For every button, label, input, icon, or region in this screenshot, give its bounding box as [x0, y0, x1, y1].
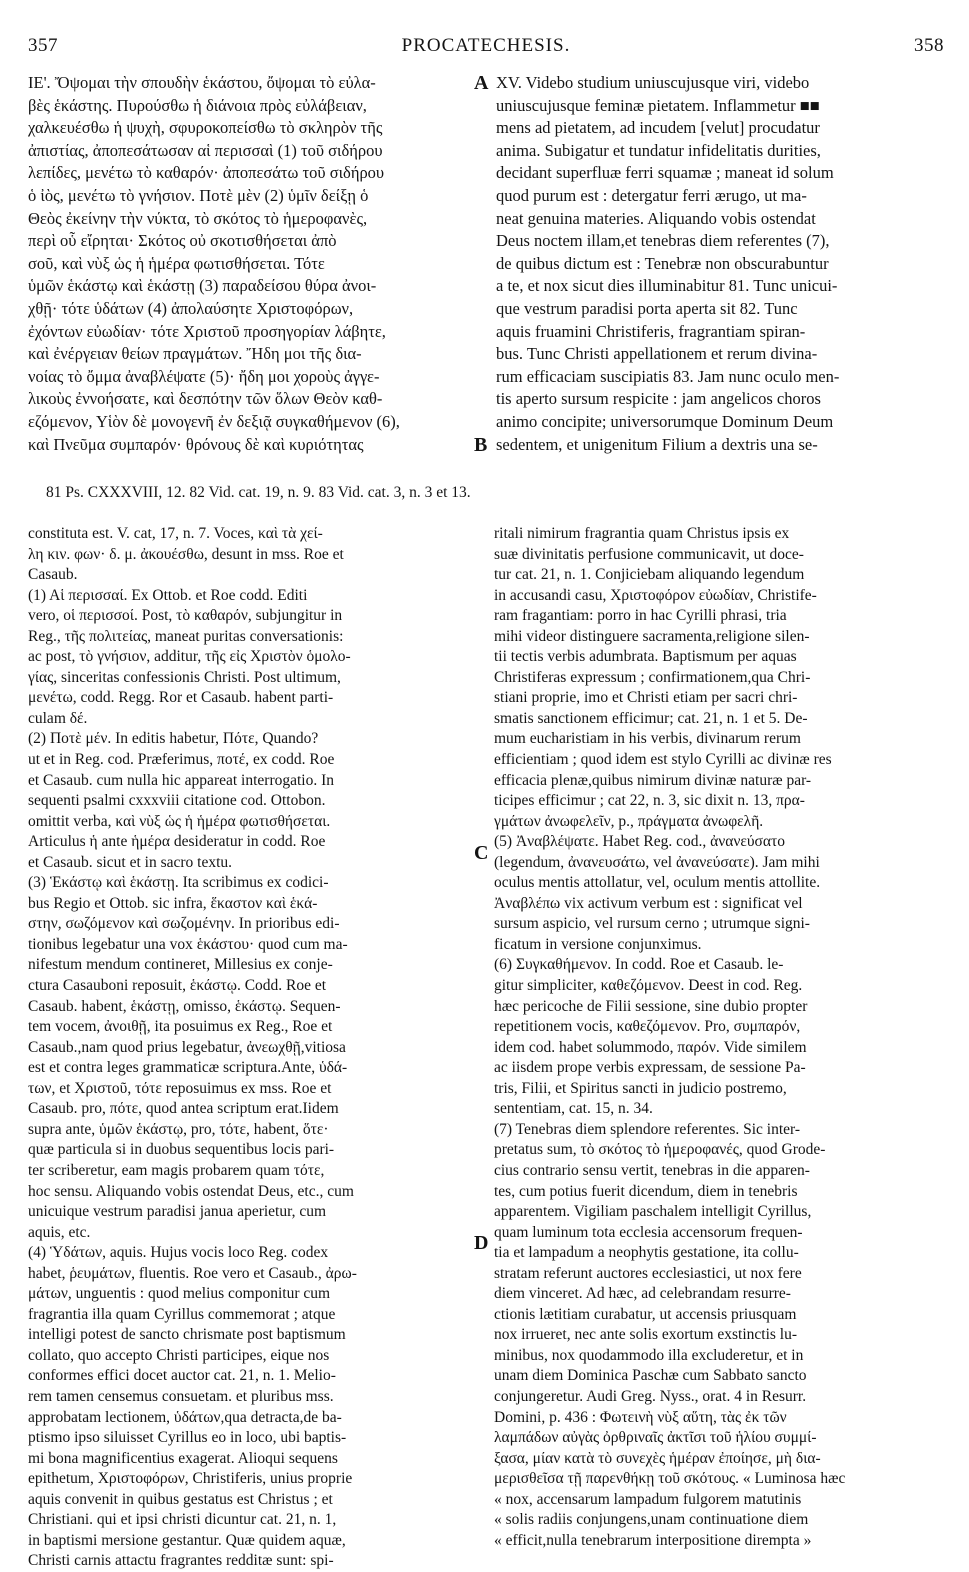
- note-line: μερισθεῖσα τῇ παρενθήκῃ τοῦ σκότους. « Luminosa hæc: [494, 1470, 846, 1488]
- note-line: Christiferas expressum ; confirmationem,qua Chri-: [494, 668, 811, 686]
- note-line: aquis convenit in quibus gestatus est Christus ; et: [28, 1490, 333, 1508]
- note-line: Casaub.: [28, 566, 78, 584]
- greek-text-line: σοῦ, καὶ νὺξ ὡς ἡ ἡμέρα φωτισθήσεται. Τότε: [28, 253, 325, 273]
- greek-text-line: ὁ ἰὸς, μενέτω τὸ γνήσιον. Ποτὲ μὲν (2) ὑμῖν δείξῃ ὁ: [28, 185, 369, 205]
- note-line: et Casaub. cum nulla hic appareat interrogatio. In: [28, 771, 335, 789]
- note-line: ctura Casauboni reposuit, ἑκάστῳ. Codd. Roe et: [28, 977, 327, 995]
- note-line: collato, quo accepto Christi participes, eique nos: [28, 1346, 330, 1364]
- page-number-left: 357: [28, 35, 58, 56]
- note-line: in baptismi mersione gestantur. Quæ quidem aquæ,: [28, 1531, 346, 1549]
- note-line: mum eucharistiam in his verbis, divinarum rerum: [494, 730, 801, 748]
- greek-text-line: ἀπιστίας, ἀποπεσάτωσαν αἱ περισσαὶ (1) τοῦ σιδήρου: [28, 140, 383, 160]
- note-line: stiani proprie, imo et Christi etiam per sacri chri-: [494, 689, 798, 707]
- note-line: tris, Filii, et Spiritus sancti in judicio postremo,: [494, 1079, 787, 1097]
- note-line: « nox, accensarum lampadum fulgorem matutinis: [494, 1490, 802, 1508]
- note-line: fragrantia illa quam Cyrillus commemorat ; atque: [28, 1305, 336, 1323]
- latin-text-line: bus. Tunc Christi appellationem et rerum divina-: [496, 344, 818, 364]
- note-line: tes, cum potius fuerit dicendum, diem in tenebris: [494, 1182, 798, 1200]
- latin-text-column: [496, 72, 944, 456]
- note-line: tionibus legebatur una vox ἑκάστου· quod cum ma-: [28, 935, 348, 953]
- note-line: sententiam, cat. 15, n. 34.: [494, 1100, 653, 1118]
- greek-text-line: λικοὺς ἐννοήσατε, καὶ δεσπότην τῶν ὅλων Θεὸν καθ-: [28, 389, 383, 409]
- margin-letter-d: D: [474, 1232, 489, 1254]
- latin-text-line: uniuscujusque feminæ pietatem. Inflammetur ■■: [496, 95, 820, 115]
- note-line: sequenti psalmi cxxxviii citatione cod. Ottobon.: [28, 792, 326, 810]
- note-line: smatis sanctionem efficimur; cat. 21, n. 1 et 5. De-: [494, 709, 808, 727]
- footnotes: 81 Ps. CXXXVIII, 12. 82 Vid. cat. 19, n. 9. 83 Vid. cat. 3, n. 3 et 13.: [46, 484, 471, 501]
- note-line: Christi carnis attactu fragrantes redditæ sunt: spi-: [28, 1552, 334, 1570]
- greek-text-line: λεπίδες, μενέτω τὸ καθαρόν· ἀποπεσάτω τοῦ σιδήρου: [28, 163, 385, 183]
- note-line: λη κιν. φων· δ. μ. ἀκουέσθω, desunt in mss. Roe et: [28, 545, 344, 563]
- note-line: vero, οἱ περισσοί. Post, τὸ καθαρόν, subjungitur in: [28, 607, 343, 625]
- note-line: ritali nimirum fragrantia quam Christus ipsis ex: [494, 525, 790, 542]
- note-line: λαμπάδων αὐγὰς ὀρθριναῖς ἀκτῖσι τοῦ ἡλίου συμμί-: [494, 1429, 817, 1447]
- margin-letter-c: C: [474, 842, 489, 864]
- note-line: est et contra leges grammaticæ scriptura.Ante, ὑδά-: [28, 1059, 348, 1077]
- latin-text-line: que vestrum paradisi porta aperta sit 82. Tunc: [496, 298, 798, 318]
- note-line: repetitionem vocis, καθεζόμενον. Pro, συμπαρόν,: [494, 1018, 801, 1036]
- note-line: conjungeretur. Audi Greg. Nyss., orat. 4 in Resurr.: [494, 1387, 807, 1405]
- latin-text-line: aquis fruamini Christiferis, fragrantiam spiran-: [496, 321, 806, 341]
- note-line: approbatam lectionem, ὑδάτων,qua detracta,de ba-: [28, 1408, 342, 1426]
- latin-text-line: anima. Subigatur et tundatur infidelitatis durities,: [496, 140, 821, 160]
- note-line: apparentem. Vigiliam paschalem intelligit Cyrillus,: [494, 1203, 812, 1221]
- note-line: Reg., τῆς πολιτείας, maneat puritas conversationis:: [28, 627, 344, 645]
- note-line: στην, σωζόμενον καὶ σωζομένην. In prioribus edi-: [28, 915, 340, 933]
- note-line: et Casaub. sicut et in sacro textu.: [28, 853, 233, 871]
- greek-text-line: καὶ ἐνέργειαν θείων πραγμάτων. Ἤδη μοι τῆς δια-: [28, 344, 362, 364]
- note-line: (4) Ὑδάτων, aquis. Hujus vocis loco Reg. codex: [28, 1244, 329, 1262]
- note-line: unicuique vestrum paradisi janua aperietur, cum: [28, 1203, 327, 1221]
- margin-letter-b: B: [474, 434, 488, 456]
- note-line: Ἀναβλέπω vix activum verbum est : significat vel: [494, 894, 803, 912]
- notes-left-column: [28, 524, 474, 1572]
- greek-text-line: χαλκευέσθω ἡ ψυχὴ, σφυροκοπείσθω τὸ σκληρὸν τῆς: [28, 118, 383, 138]
- latin-text-line: Deus noctem illam,et tenebras diem referentes (7),: [496, 231, 830, 251]
- note-line: culam δέ.: [28, 709, 88, 727]
- latin-text-line: quod purum est : detergatur ferri ærugo, ut ma-: [496, 185, 807, 205]
- note-line: mi bona magnificentius exagerat. Alioqui sequens: [28, 1449, 338, 1467]
- running-head: [28, 35, 944, 65]
- note-line: Casaub. habent, ἑκάστῃ, omisso, ἑκάστῳ. Sequen-: [28, 997, 341, 1015]
- greek-text-line: περὶ οὗ εἴρηται· Σκότος οὐ σκοτισθήσεται ἀπὸ: [28, 231, 337, 251]
- note-line: Casaub. pro, πότε, quod antea scriptum erat.Iidem: [28, 1100, 339, 1118]
- note-line: bus Regio et Ottob. sic infra, ἕκαστον καὶ ἑκά-: [28, 894, 318, 912]
- latin-text-line: de quibus dictum est : Tenebræ non obscurabuntur: [496, 253, 829, 273]
- latin-text-line: XV. Videbo studium uniuscujusque viri, videbo: [496, 73, 810, 92]
- greek-text-line: ἐχόντων εὐωδίαν· τότε Χριστοῦ προσηγορίαν λάβητε,: [28, 321, 386, 341]
- note-line: γίας, sinceritas confessionis Christi. Post ultimum,: [28, 668, 341, 686]
- note-line: γμάτων ἀνωφελεῖν, p., πράγματα ἀνωφελῆ.: [494, 812, 764, 830]
- note-line: ac post, τὸ γνήσιον, additur, τῆς εἰς Χριστὸν ὁμολο-: [28, 648, 351, 666]
- note-line: supra ante, ὑμῶν ἑκάστῳ, pro, τότε, habent, ὅτε·: [28, 1120, 329, 1138]
- note-line: omittit verba, καὶ νὺξ ὡς ἡ ἡμέρα φωτισθήσεται.: [28, 812, 331, 830]
- note-line: idem cod. habet solummodo, παρόν. Vide similem: [494, 1038, 807, 1056]
- note-line: quæ particula si in duobus sequentibus locis pari-: [28, 1141, 335, 1159]
- note-line: ram fragantiam: porro in hac Cyrilli phrasi, tria: [494, 607, 787, 625]
- note-line: efficacia plenæ,quibus nimirum divinæ naturæ par-: [494, 771, 812, 789]
- note-line: ctionis lætitiam curabatur, ut accensis priusquam: [494, 1305, 797, 1323]
- note-line: suæ divinitatis perfusione communicavit, ut doce-: [494, 545, 804, 563]
- note-line: nifestum mendum contineret, Millesius ex conje-: [28, 956, 333, 974]
- note-line: Christiani. qui et ipsi christi dicuntur cat. 21, n. 1,: [28, 1511, 337, 1529]
- note-line: habet, ῥευμάτων, fluentis. Roe vero et Casaub., ἀρω-: [28, 1264, 357, 1282]
- note-line: epithetum, Χριστοφόρων, Christiferis, unius proprie: [28, 1470, 353, 1488]
- note-line: ficatum in versione conjunximus.: [494, 935, 702, 953]
- note-line: « solis radiis conjungens,unam continuatione diem: [494, 1511, 809, 1529]
- note-line: intelligi potest de sancto chrismate post baptismum: [28, 1326, 346, 1344]
- note-line: cius contrario sensu vertit, tenebras in die apparen-: [494, 1161, 810, 1179]
- greek-text-line: χθῇ· τότε ὑδάτων (4) ἀπολαύσητε Χριστοφόρων,: [28, 298, 354, 318]
- note-line: ptismo ipso siluisset Cyrillus eo in loco, ubi baptis-: [28, 1429, 347, 1447]
- note-line: ξασα, μίαν κατὰ τὸ συνεχὲς ἡμέραν ἐποίησε, μὴ δια-: [494, 1449, 821, 1467]
- note-line: nox irrueret, nec ante solis exortum exstinctis lu-: [494, 1326, 798, 1344]
- note-line: (legendum, ἀνανευσάτω, vel ἀνανεύσατε). Jam mihi: [494, 853, 820, 871]
- greek-text-column: [28, 72, 470, 456]
- greek-text-line: ΙΕ'. Ὄψομαι τὴν σπουδὴν ἑκάστου, ὄψομαι τὸ εὐλα-: [28, 73, 376, 92]
- note-line: Casaub.,nam quod prius legebatur, ἀνεωχθῇ,vitiosa: [28, 1038, 346, 1056]
- note-line: mihi videor distinguere sacramenta,religione silen-: [494, 627, 810, 645]
- note-line: μενέτω, codd. Regg. Ror et Casaub. habent parti-: [28, 689, 334, 707]
- note-line: conformes effici docet auctor cat. 21, n. 1. Melio-: [28, 1367, 336, 1385]
- note-line: stratam referunt auctores ecclesiastici, ut nox fere: [494, 1264, 802, 1282]
- note-line: ter scriberetur, eam magis probarem quam τότε,: [28, 1161, 325, 1179]
- latin-text-line: animo concipite; universorumque Dominum Deum: [496, 411, 834, 431]
- greek-text-line: εζόμενον, Υἱὸν δὲ μονογενῆ ἐν δεξιᾷ συγκαθήμενον (6),: [28, 411, 400, 431]
- greek-text-line: νοίας τὸ ὄμμα ἀναβλέψατε (5)· ἤδη μοι χοροὺς ἀγγε-: [28, 366, 380, 386]
- note-line: (3) Ἑκάστῳ καὶ ἑκάστῃ. Ita scribimus ex codici-: [28, 874, 329, 892]
- notes-right-column: [494, 484, 944, 1551]
- greek-text-line: Θεὸς ἐκείνην τὴν νύκτα, τὸ σκότος τὸ ἡμεροφανὲς,: [28, 208, 368, 228]
- note-line: μάτων, unguentis : quod melius componitur cum: [28, 1285, 331, 1303]
- latin-text-line: tis aperto sursum respicite : jam angelicos choros: [496, 389, 821, 409]
- note-line: gitur simpliciter, καθεζόμενον. Deest in cod. Reg.: [494, 977, 803, 995]
- note-line: Domini, p. 436 : Φωτεινὴ νὺξ αὕτη, τὰς ἐκ τῶν: [494, 1408, 787, 1426]
- note-line: tur cat. 21, n. 1. Conjiciebam aliquando legendum: [494, 566, 805, 584]
- margin-letter-a: A: [474, 72, 489, 94]
- latin-text-line: decidant superfluæ ferri squamæ ; maneat id solum: [496, 163, 834, 183]
- note-line: hæc pericoche de Filii sessione, sine dubio propter: [494, 997, 808, 1015]
- note-line: ac iisdem prope verbis expressam, de sessione Pa-: [494, 1059, 806, 1077]
- note-line: των, et Χριστοῦ, τότε reposuimus ex mss. Roe et: [28, 1079, 332, 1097]
- latin-text-line: neat genuina materies. Aliquando vobis ostendat: [496, 208, 816, 228]
- note-line: diem vinceret. Ad hæc, ad celebrandam resurre-: [494, 1285, 791, 1303]
- note-line: minibus, nox quodammodo illa excluderetur, et in: [494, 1346, 804, 1364]
- note-line: (6) Συγκαθήμενον. In codd. Roe et Casaub. le-: [494, 956, 784, 974]
- note-line: tia et lampadum a neophytis gestatione, ita collu-: [494, 1244, 799, 1262]
- note-line: quam luminum tota ecclesia accensorum frequen-: [494, 1223, 803, 1241]
- greek-text-line: καὶ Πνεῦμα συμπαρόν· θρόνους δὲ καὶ κυριότητας: [28, 434, 364, 454]
- note-line: ticipes efficimur ; cat 22, n. 3, sic dixit n. 13, πρα-: [494, 792, 805, 810]
- page-title: PROCATECHESIS.: [401, 35, 571, 56]
- latin-text-line: a te, et nox sicut dies illuminabitur 81. Tunc unicui-: [496, 276, 838, 296]
- note-line: « efficit,nulla tenebrarum interpositione dirempta »: [494, 1531, 812, 1549]
- note-line: aquis, etc.: [28, 1223, 91, 1241]
- note-line: hoc sensu. Aliquando vobis ostendat Deus, etc., cum: [28, 1182, 354, 1200]
- note-line: tii tectis verbis adumbrata. Baptismum per aquas: [494, 648, 797, 666]
- note-line: tem vocem, ἀνοιθῇ, ita posuimus ex Reg., Roe et: [28, 1018, 333, 1036]
- note-line: unam diem Dominica Paschæ cum Sabbato sancto: [494, 1367, 807, 1385]
- latin-text-line: sedentem, et unigenitum Filium a dextris una se-: [496, 434, 818, 454]
- note-line: rem tamen censemus consuetam. et pluribus mss.: [28, 1387, 334, 1405]
- note-line: (5) Ἀναβλέψατε. Habet Reg. cod., ἀνανεύσατο: [494, 833, 785, 851]
- note-line: ut et in Reg. cod. Præferimus, ποτέ, ex codd. Roe: [28, 751, 335, 769]
- note-line: pretatus sum, τὸ σκότος τὸ ἡμεροφανές, quod Grode-: [494, 1141, 826, 1159]
- note-line: efficientiam ; quod idem est stylo Cyrilli ac divinæ res: [494, 751, 832, 769]
- note-line: sursum aspicio, vel rursum cerno ; utrumque signi-: [494, 915, 810, 933]
- note-line: oculus mentis attollatur, vel, oculum mentis attollite.: [494, 874, 821, 892]
- note-line: Articulus ἡ ante ἡμέρα desideratur in codd. Roe: [28, 833, 326, 851]
- note-line: (2) Ποτὲ μέν. In editis habetur, Πότε, Quando?: [28, 730, 319, 748]
- greek-text-line: ὑμῶν ἑκάστῳ καὶ ἑκάστῃ (3) παραδείσου θύρα ἀνοι-: [28, 276, 377, 296]
- note-line: constituta est. V. cat, 17, n. 7. Voces, καὶ τὰ χεί-: [28, 525, 323, 542]
- note-line: (7) Tenebras diem splendore referentes. Sic inter-: [494, 1120, 801, 1138]
- latin-text-line: mens ad pietatem, ad incudem [velut] procudatur: [496, 118, 820, 138]
- latin-text-line: rum efficaciam suscipiatis 83. Jam nunc oculo men-: [496, 366, 840, 386]
- note-line: in accusandi casu, Χριστοφόρον εὐωδίαν, Christife-: [494, 586, 817, 604]
- page-number-right: 358: [914, 35, 944, 56]
- greek-text-line: βὲς ἑκάστης. Πυρούσθω ἡ διάνοια πρὸς εὐλάβειαν,: [28, 95, 367, 115]
- note-line: (1) Αἱ περισσαί. Ex Ottob. et Roe codd. Editi: [28, 586, 308, 604]
